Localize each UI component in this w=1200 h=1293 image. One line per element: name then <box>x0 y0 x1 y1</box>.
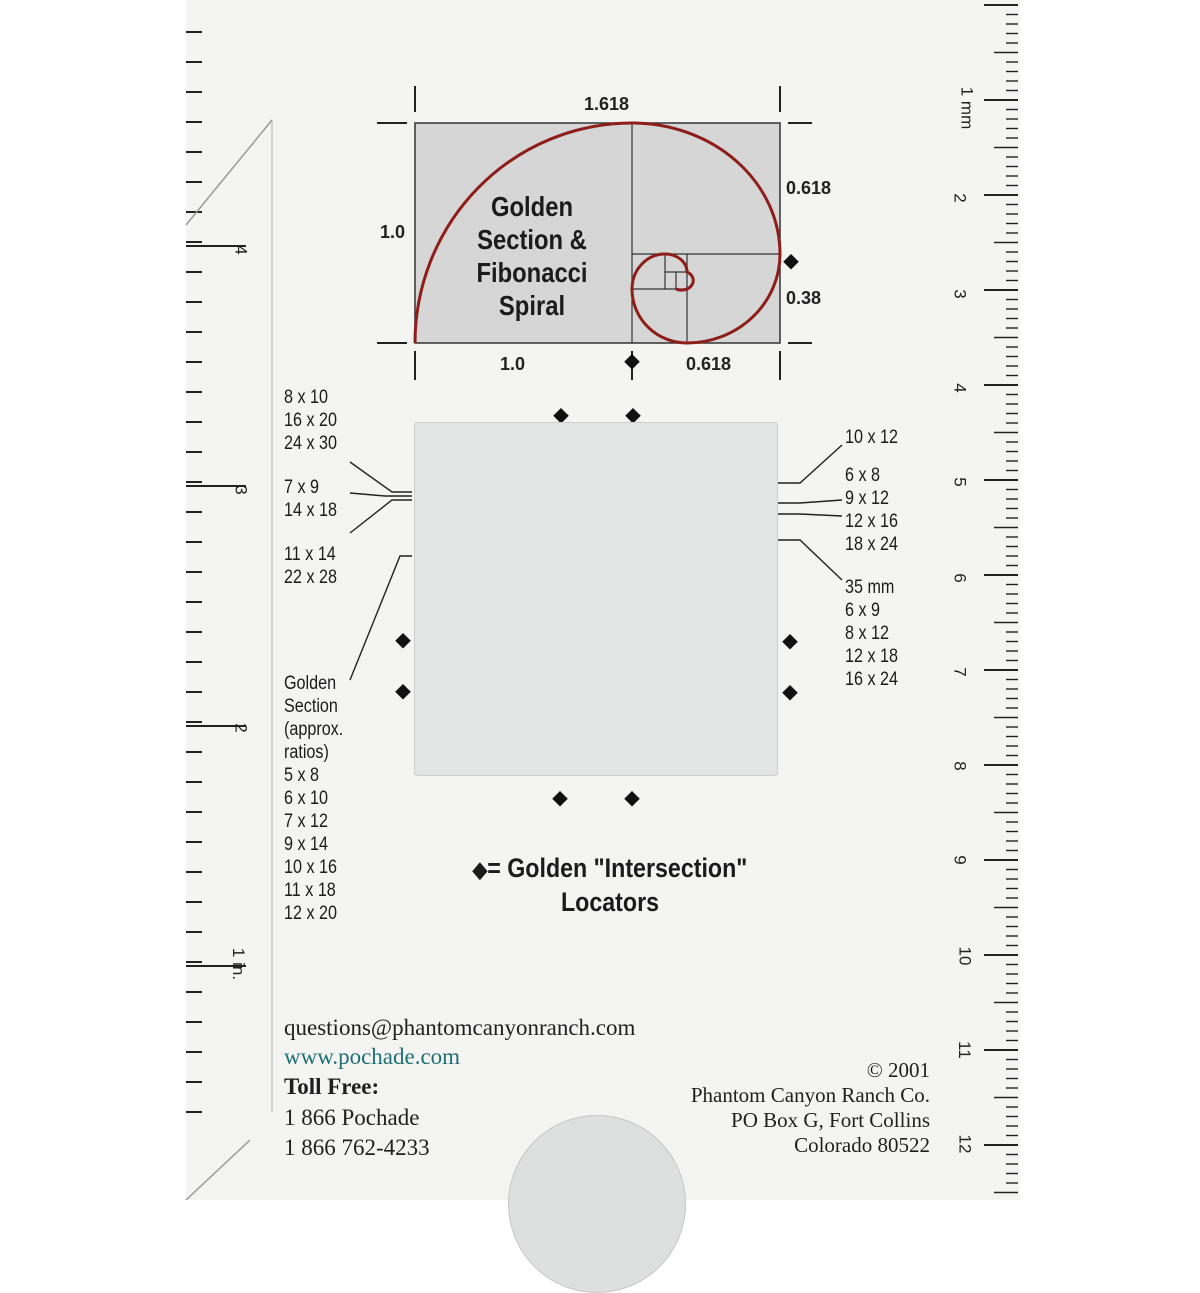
right-format-group-1 <box>845 426 898 449</box>
format-label: 10 x 12 <box>845 427 898 448</box>
format-label: 5 x 8 <box>284 765 320 786</box>
right-ruler-label: 2 <box>950 193 970 203</box>
right-ruler-label: 12 <box>955 1134 975 1154</box>
format-label: 7 x 12 <box>284 811 329 832</box>
left-format-group-3 <box>284 543 337 589</box>
dim-bottom-right-0618: 0.618 <box>686 354 732 374</box>
dim-bottom-left-1-0: 1.0 <box>500 354 526 374</box>
toll-free-label: Toll Free: <box>284 1074 380 1099</box>
format-label: 12 x 18 <box>845 646 898 667</box>
figure-title-line: Golden <box>491 191 573 222</box>
company-address-2: Colorado 80522 <box>794 1133 930 1157</box>
format-label: 14 x 18 <box>284 500 337 521</box>
right-format-group-3 <box>845 510 898 556</box>
format-label: ratios) <box>284 742 329 763</box>
format-label: Section <box>284 696 338 717</box>
copyright: © 2001 <box>866 1058 930 1082</box>
format-label: 6 x 8 <box>845 465 881 486</box>
right-ruler-unit-label: 1 mm <box>957 86 977 130</box>
right-ruler-label: 7 <box>950 667 970 677</box>
thumb-notch-cutout <box>508 1115 686 1293</box>
legend-line-2: Locators <box>560 887 660 917</box>
format-label: 9 x 14 <box>284 834 329 855</box>
dim-left-1-0: 1.0 <box>380 222 406 242</box>
format-label: 24 x 30 <box>284 433 337 454</box>
left-ruler-label-4: 4 <box>231 245 251 255</box>
left-ruler-label-2: 2 <box>231 723 251 733</box>
diamond-icon: ◆ <box>472 857 488 882</box>
phone-number-2: 1 866 762-4233 <box>284 1135 430 1160</box>
format-label: 12 x 16 <box>845 511 898 532</box>
format-label: 9 x 12 <box>845 488 890 509</box>
right-ruler-label: 11 <box>954 1041 974 1059</box>
legend-text: = Golden "Intersection" <box>487 853 748 883</box>
format-label: 8 x 12 <box>845 623 890 644</box>
figure-title-line: Fibonacci <box>476 257 588 288</box>
company-address-1: PO Box G, Fort Collins <box>731 1108 930 1132</box>
legend <box>440 852 780 918</box>
format-label: 8 x 10 <box>284 387 329 408</box>
right-ruler-label: 6 <box>950 573 970 583</box>
left-format-group-2 <box>284 476 337 522</box>
left-format-group-1 <box>284 386 337 455</box>
right-ruler-label: 3 <box>950 289 970 299</box>
right-format-group-4 <box>845 576 898 691</box>
right-ruler-label: 8 <box>950 761 970 771</box>
right-format-group-2 <box>845 464 889 510</box>
right-ruler-label: 5 <box>950 477 970 487</box>
format-label: 7 x 9 <box>284 477 320 498</box>
format-label: 12 x 20 <box>284 903 337 924</box>
format-label: Golden <box>284 673 337 694</box>
format-label: 16 x 24 <box>845 669 898 690</box>
format-label: (approx. <box>284 719 344 740</box>
right-ruler-label: 9 <box>950 855 970 865</box>
figure-title-line: Section & <box>477 224 587 255</box>
figure-title-line: Spiral <box>498 290 566 321</box>
company-name: Phantom Canyon Ranch Co. <box>690 1083 930 1107</box>
left-ruler-label-3: 3 <box>231 485 251 495</box>
figure-title <box>464 190 600 322</box>
format-label: 6 x 9 <box>845 600 881 621</box>
format-label: 11 x 18 <box>284 880 336 901</box>
left-golden-section-ratios <box>284 672 343 925</box>
format-label: 6 x 10 <box>284 788 329 809</box>
dim-top-1618: 1.618 <box>584 94 630 114</box>
right-ruler-label: 4 <box>950 383 970 393</box>
viewfinder-window <box>414 422 778 776</box>
format-label: 11 x 14 <box>284 544 336 565</box>
format-label: 10 x 16 <box>284 857 337 878</box>
legend-line-1 <box>464 852 756 886</box>
format-label: 22 x 28 <box>284 567 337 588</box>
right-connector-lines <box>778 445 842 580</box>
left-ruler-label-1-in: 1 in. <box>229 947 249 981</box>
right-ruler-label: 10 <box>955 946 975 966</box>
format-label: 16 x 20 <box>284 410 337 431</box>
dim-right-upper-0618: 0.618 <box>786 178 832 198</box>
format-label: 18 x 24 <box>845 534 898 555</box>
contact-email[interactable]: questions@phantomcanyonranch.com <box>284 1015 636 1040</box>
format-label: 35 mm <box>845 577 895 598</box>
dim-right-lower-038: 0.38 <box>786 288 822 308</box>
phone-number-1: 1 866 Pochade <box>284 1105 420 1130</box>
contact-website[interactable]: www.pochade.com <box>284 1044 461 1069</box>
